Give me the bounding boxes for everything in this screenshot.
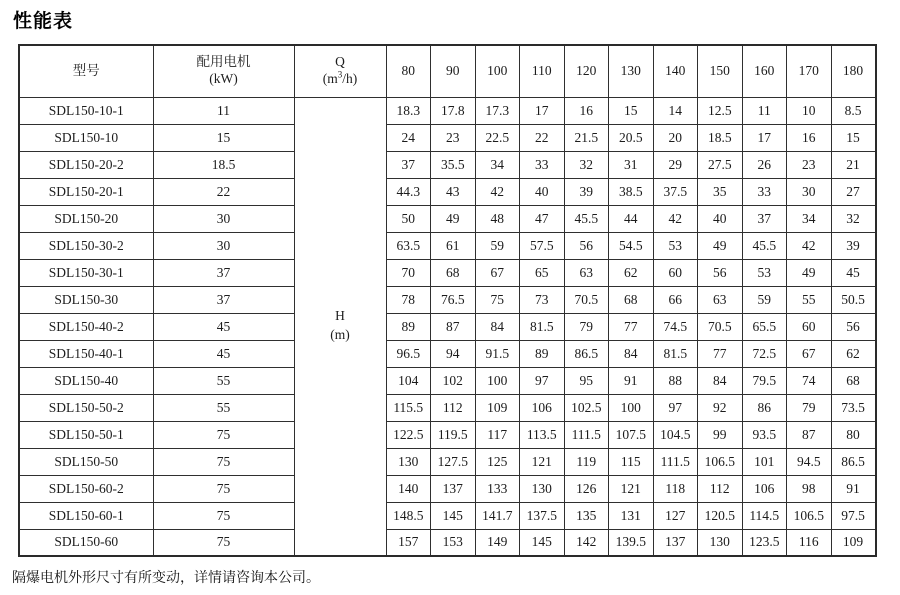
table-row-SDL150-20-2	[19, 151, 876, 178]
performance-table	[18, 44, 877, 557]
head-value-cell: 130	[520, 475, 565, 502]
head-symbol: H	[335, 308, 345, 324]
head-value-cell: 67	[475, 259, 520, 286]
head-value-cell: 97	[520, 367, 565, 394]
table-row-SDL150-50-2	[19, 394, 876, 421]
head-value-cell: 18.5	[698, 124, 743, 151]
head-value-cell: 59	[742, 286, 787, 313]
motor-kw-cell: 22	[153, 178, 294, 205]
head-value-cell: 62	[609, 259, 654, 286]
model-cell: SDL150-10	[19, 124, 153, 151]
head-value-cell: 24	[386, 124, 431, 151]
head-value-cell: 34	[475, 151, 520, 178]
head-value-cell: 23	[787, 151, 832, 178]
head-unit-merged-cell	[294, 97, 386, 556]
head-value-cell: 15	[831, 124, 876, 151]
head-value-cell: 70.5	[698, 313, 743, 340]
head-value-cell: 148.5	[386, 502, 431, 529]
head-value-cell: 79	[787, 394, 832, 421]
head-value-cell: 12.5	[698, 97, 743, 124]
motor-kw-cell: 18.5	[153, 151, 294, 178]
head-value-cell: 70	[386, 259, 431, 286]
motor-kw-cell: 37	[153, 259, 294, 286]
head-value-cell: 14	[653, 97, 698, 124]
page-title: 性能表	[13, 11, 74, 32]
header-flow-110: 110	[520, 45, 565, 97]
head-value-cell: 119	[564, 448, 609, 475]
model-cell: SDL150-50	[19, 448, 153, 475]
table-row-SDL150-50-1	[19, 421, 876, 448]
head-value-cell: 11	[742, 97, 787, 124]
head-value-cell: 104.5	[653, 421, 698, 448]
head-value-cell: 96.5	[386, 340, 431, 367]
head-value-cell: 109	[475, 394, 520, 421]
table-row-SDL150-10	[19, 124, 876, 151]
footnote-text: 隔爆电机外形尺寸有所变动，详情请咨询本公司。	[12, 569, 320, 585]
head-value-cell: 60	[653, 259, 698, 286]
motor-kw-cell: 55	[153, 367, 294, 394]
head-value-cell: 16	[564, 97, 609, 124]
head-value-cell: 56	[698, 259, 743, 286]
head-value-cell: 106.5	[787, 502, 832, 529]
header-flow-q	[294, 45, 386, 97]
motor-kw-cell: 30	[153, 205, 294, 232]
head-value-cell: 122.5	[386, 421, 431, 448]
table-row-SDL150-60-2	[19, 475, 876, 502]
head-value-cell: 111.5	[653, 448, 698, 475]
head-value-cell: 73	[520, 286, 565, 313]
head-value-cell: 31	[609, 151, 654, 178]
head-value-cell: 119.5	[431, 421, 476, 448]
head-value-cell: 91.5	[475, 340, 520, 367]
head-value-cell: 16	[787, 124, 832, 151]
head-value-cell: 18.3	[386, 97, 431, 124]
head-value-cell: 70.5	[564, 286, 609, 313]
header-motor	[153, 45, 294, 97]
head-value-cell: 125	[475, 448, 520, 475]
motor-kw-cell: 45	[153, 313, 294, 340]
head-value-cell: 120.5	[698, 502, 743, 529]
table-row-SDL150-30-1	[19, 259, 876, 286]
head-value-cell: 106	[742, 475, 787, 502]
head-value-cell: 29	[653, 151, 698, 178]
model-cell: SDL150-50-1	[19, 421, 153, 448]
head-value-cell: 109	[831, 529, 876, 556]
head-value-cell: 97.5	[831, 502, 876, 529]
head-value-cell: 61	[431, 232, 476, 259]
head-value-cell: 100	[475, 367, 520, 394]
head-value-cell: 76.5	[431, 286, 476, 313]
head-value-cell: 49	[787, 259, 832, 286]
head-value-cell: 113.5	[520, 421, 565, 448]
head-value-cell: 102.5	[564, 394, 609, 421]
header-flow-120: 120	[564, 45, 609, 97]
head-value-cell: 79.5	[742, 367, 787, 394]
head-value-cell: 53	[742, 259, 787, 286]
head-value-cell: 86	[742, 394, 787, 421]
head-value-cell: 63	[564, 259, 609, 286]
head-value-cell: 49	[698, 232, 743, 259]
head-value-cell: 32	[831, 205, 876, 232]
q-unit-superscript: 3	[337, 69, 343, 80]
head-value-cell: 56	[831, 313, 876, 340]
head-value-cell: 22.5	[475, 124, 520, 151]
header-flow-90: 90	[431, 45, 476, 97]
head-value-cell: 65.5	[742, 313, 787, 340]
motor-kw-cell: 11	[153, 97, 294, 124]
head-value-cell: 54.5	[609, 232, 654, 259]
head-value-cell: 145	[520, 529, 565, 556]
head-value-cell: 89	[520, 340, 565, 367]
header-flow-100: 100	[475, 45, 520, 97]
header-row	[19, 45, 876, 97]
head-value-cell: 101	[742, 448, 787, 475]
head-value-cell: 140	[386, 475, 431, 502]
model-cell: SDL150-50-2	[19, 394, 153, 421]
head-value-cell: 66	[653, 286, 698, 313]
head-value-cell: 47	[520, 205, 565, 232]
header-q-unit: $(m^3/h)$	[322, 69, 358, 87]
head-value-cell: 78	[386, 286, 431, 313]
motor-kw-cell: 75	[153, 529, 294, 556]
model-cell: SDL150-10-1	[19, 97, 153, 124]
head-value-cell: 139.5	[609, 529, 654, 556]
head-value-cell: 92	[698, 394, 743, 421]
head-value-cell: 45.5	[564, 205, 609, 232]
table-row-SDL150-60	[19, 529, 876, 556]
head-value-cell: 17.3	[475, 97, 520, 124]
head-value-cell: 35.5	[431, 151, 476, 178]
table-row-SDL150-40-1	[19, 340, 876, 367]
head-unit: (m)	[330, 327, 350, 343]
head-value-cell: 45.5	[742, 232, 787, 259]
table-row-SDL150-30	[19, 286, 876, 313]
header-model: 型号	[19, 45, 153, 97]
table-row-SDL150-50	[19, 448, 876, 475]
model-cell: SDL150-20-2	[19, 151, 153, 178]
head-value-cell: 26	[742, 151, 787, 178]
head-value-cell: 44	[609, 205, 654, 232]
table-header	[19, 45, 876, 97]
head-value-cell: 39	[564, 178, 609, 205]
table-row-SDL150-20	[19, 205, 876, 232]
head-value-cell: 15	[609, 97, 654, 124]
head-value-cell: 100	[609, 394, 654, 421]
head-value-cell: 89	[386, 313, 431, 340]
head-value-cell: 141.7	[475, 502, 520, 529]
head-value-cell: 65	[520, 259, 565, 286]
head-value-cell: 42	[475, 178, 520, 205]
head-value-cell: 8.5	[831, 97, 876, 124]
head-value-cell: 68	[431, 259, 476, 286]
model-cell: SDL150-30-1	[19, 259, 153, 286]
motor-kw-cell: 55	[153, 394, 294, 421]
model-cell: SDL150-40	[19, 367, 153, 394]
head-value-cell: 74	[787, 367, 832, 394]
head-value-cell: 17	[520, 97, 565, 124]
motor-kw-cell: 30	[153, 232, 294, 259]
head-value-cell: 37	[742, 205, 787, 232]
head-value-cell: 97	[653, 394, 698, 421]
head-value-cell: 10	[787, 97, 832, 124]
head-value-cell: 95	[564, 367, 609, 394]
head-value-cell: 21.5	[564, 124, 609, 151]
head-value-cell: 135	[564, 502, 609, 529]
head-value-cell: 94.5	[787, 448, 832, 475]
head-value-cell: 35	[698, 178, 743, 205]
head-value-cell: 145	[431, 502, 476, 529]
header-flow-80: 80	[386, 45, 431, 97]
motor-kw-cell: 45	[153, 340, 294, 367]
head-value-cell: 49	[431, 205, 476, 232]
head-value-cell: 68	[831, 367, 876, 394]
head-value-cell: 106.5	[698, 448, 743, 475]
head-value-cell: 62	[831, 340, 876, 367]
head-value-cell: 55	[787, 286, 832, 313]
model-cell: SDL150-20	[19, 205, 153, 232]
head-value-cell: 77	[609, 313, 654, 340]
head-value-cell: 130	[386, 448, 431, 475]
head-value-cell: 133	[475, 475, 520, 502]
head-value-cell: 84	[475, 313, 520, 340]
head-value-cell: 42	[653, 205, 698, 232]
head-value-cell: 115.5	[386, 394, 431, 421]
head-value-cell: 131	[609, 502, 654, 529]
head-value-cell: 121	[609, 475, 654, 502]
head-value-cell: 127.5	[431, 448, 476, 475]
head-value-cell: 63.5	[386, 232, 431, 259]
head-value-cell: 81.5	[520, 313, 565, 340]
head-value-cell: 112	[431, 394, 476, 421]
head-value-cell: 23	[431, 124, 476, 151]
head-value-cell: 81.5	[653, 340, 698, 367]
head-value-cell: 42	[787, 232, 832, 259]
head-value-cell: 60	[787, 313, 832, 340]
head-value-cell: 59	[475, 232, 520, 259]
header-q-symbol: Q	[335, 54, 345, 70]
head-value-cell: 30	[787, 178, 832, 205]
head-value-cell: 37	[386, 151, 431, 178]
head-value-cell: 102	[431, 367, 476, 394]
head-value-cell: 84	[609, 340, 654, 367]
head-value-cell: 39	[831, 232, 876, 259]
head-value-cell: 32	[564, 151, 609, 178]
head-value-cell: 37.5	[653, 178, 698, 205]
head-value-cell: 94	[431, 340, 476, 367]
head-value-cell: 118	[653, 475, 698, 502]
model-cell: SDL150-30-2	[19, 232, 153, 259]
table-row-SDL150-20-1	[19, 178, 876, 205]
table-row-SDL150-40	[19, 367, 876, 394]
head-value-cell: 157	[386, 529, 431, 556]
head-value-cell: 93.5	[742, 421, 787, 448]
motor-kw-cell: 75	[153, 475, 294, 502]
head-value-cell: 107.5	[609, 421, 654, 448]
head-value-cell: 123.5	[742, 529, 787, 556]
head-value-cell: 53	[653, 232, 698, 259]
head-value-cell: 137	[431, 475, 476, 502]
head-value-cell: 153	[431, 529, 476, 556]
model-cell: SDL150-60	[19, 529, 153, 556]
head-value-cell: 38.5	[609, 178, 654, 205]
header-flow-150: 150	[698, 45, 743, 97]
head-value-cell: 22	[520, 124, 565, 151]
head-value-cell: 127	[653, 502, 698, 529]
head-value-cell: 20.5	[609, 124, 654, 151]
header-flow-140: 140	[653, 45, 698, 97]
head-value-cell: 33	[520, 151, 565, 178]
head-value-cell: 34	[787, 205, 832, 232]
head-value-cell: 48	[475, 205, 520, 232]
model-cell: SDL150-60-2	[19, 475, 153, 502]
head-value-cell: 91	[609, 367, 654, 394]
head-value-cell: 116	[787, 529, 832, 556]
head-value-cell: 149	[475, 529, 520, 556]
head-value-cell: 75	[475, 286, 520, 313]
head-value-cell: 40	[698, 205, 743, 232]
head-value-cell: 80	[831, 421, 876, 448]
head-value-cell: 91	[831, 475, 876, 502]
head-value-cell: 126	[564, 475, 609, 502]
head-value-cell: 72.5	[742, 340, 787, 367]
head-value-cell: 104	[386, 367, 431, 394]
header-flow-160: 160	[742, 45, 787, 97]
header-flow-170: 170	[787, 45, 832, 97]
head-value-cell: 86.5	[564, 340, 609, 367]
head-value-cell: 88	[653, 367, 698, 394]
head-value-cell: 77	[698, 340, 743, 367]
head-value-cell: 87	[431, 313, 476, 340]
head-value-cell: 114.5	[742, 502, 787, 529]
head-value-cell: 17	[742, 124, 787, 151]
head-value-cell: 68	[609, 286, 654, 313]
head-value-cell: 84	[698, 367, 743, 394]
motor-kw-cell: 37	[153, 286, 294, 313]
head-value-cell: 74.5	[653, 313, 698, 340]
head-value-cell: 27.5	[698, 151, 743, 178]
table-row-SDL150-60-1	[19, 502, 876, 529]
head-value-cell: 87	[787, 421, 832, 448]
head-value-cell: 137	[653, 529, 698, 556]
head-value-cell: 112	[698, 475, 743, 502]
head-value-cell: 45	[831, 259, 876, 286]
head-value-cell: 115	[609, 448, 654, 475]
head-value-cell: 98	[787, 475, 832, 502]
head-value-cell: 43	[431, 178, 476, 205]
head-value-cell: 73.5	[831, 394, 876, 421]
head-value-cell: 106	[520, 394, 565, 421]
head-value-cell: 111.5	[564, 421, 609, 448]
model-cell: SDL150-40-2	[19, 313, 153, 340]
model-cell: SDL150-30	[19, 286, 153, 313]
head-value-cell: 21	[831, 151, 876, 178]
table-row-SDL150-40-2	[19, 313, 876, 340]
head-value-cell: 117	[475, 421, 520, 448]
table-row-SDL150-30-2	[19, 232, 876, 259]
head-value-cell: 56	[564, 232, 609, 259]
head-value-cell: 142	[564, 529, 609, 556]
head-value-cell: 137.5	[520, 502, 565, 529]
head-value-cell: 50.5	[831, 286, 876, 313]
head-value-cell: 57.5	[520, 232, 565, 259]
head-value-cell: 44.3	[386, 178, 431, 205]
header-motor-line1: 配用电机	[196, 54, 251, 70]
table-row-SDL150-10-1	[19, 97, 876, 124]
model-cell: SDL150-60-1	[19, 502, 153, 529]
head-value-cell: 86.5	[831, 448, 876, 475]
model-cell: SDL150-40-1	[19, 340, 153, 367]
head-value-cell: 17.8	[431, 97, 476, 124]
header-motor-line2: (kW)	[209, 71, 238, 87]
motor-kw-cell: 75	[153, 502, 294, 529]
head-value-cell: 67	[787, 340, 832, 367]
head-value-cell: 121	[520, 448, 565, 475]
head-value-cell: 20	[653, 124, 698, 151]
head-value-cell: 63	[698, 286, 743, 313]
table-body	[19, 97, 876, 556]
model-cell: SDL150-20-1	[19, 178, 153, 205]
header-flow-180: 180	[831, 45, 876, 97]
head-value-cell: 79	[564, 313, 609, 340]
head-value-cell: 40	[520, 178, 565, 205]
header-flow-130: 130	[609, 45, 654, 97]
motor-kw-cell: 15	[153, 124, 294, 151]
head-value-cell: 27	[831, 178, 876, 205]
head-value-cell: 33	[742, 178, 787, 205]
head-value-cell: 99	[698, 421, 743, 448]
motor-kw-cell: 75	[153, 448, 294, 475]
motor-kw-cell: 75	[153, 421, 294, 448]
head-value-cell: 130	[698, 529, 743, 556]
head-value-cell: 50	[386, 205, 431, 232]
